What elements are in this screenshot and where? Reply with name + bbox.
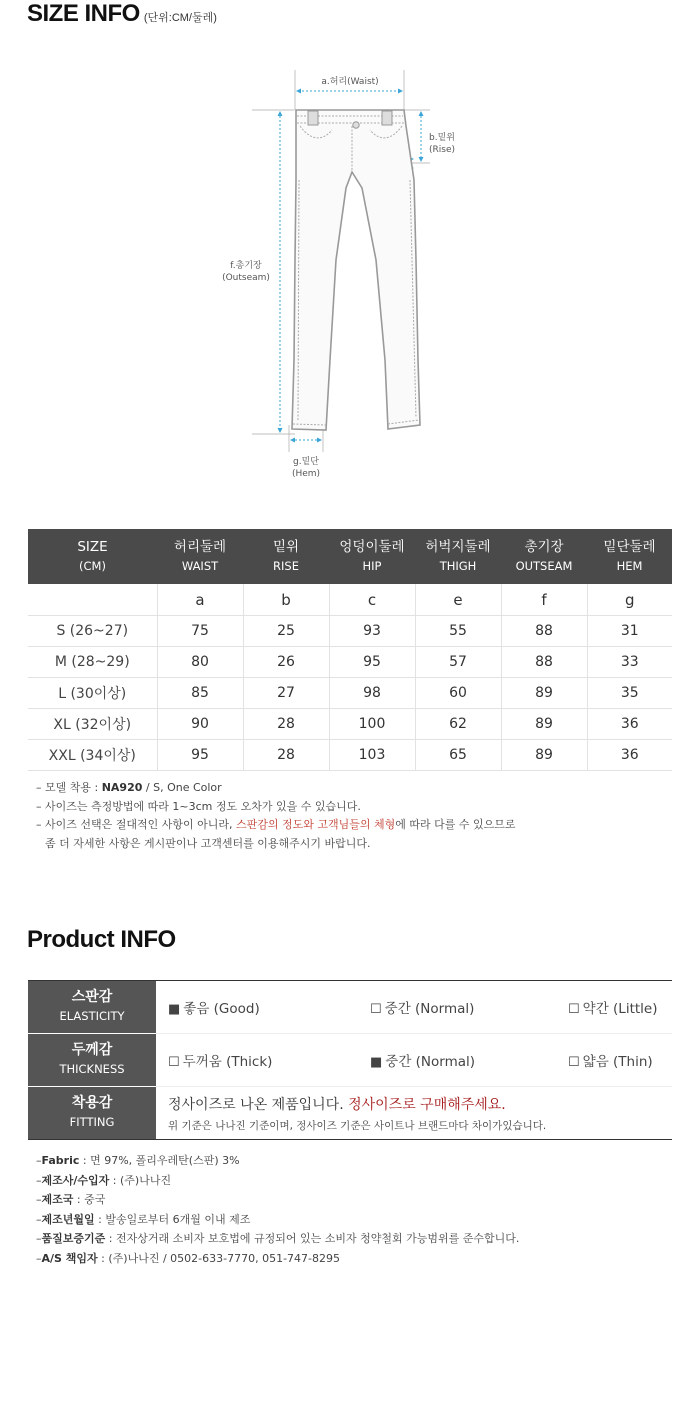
detail-value: : 발송일로부터 6개월 이내 제조 <box>94 1212 251 1226</box>
empty-square-icon: ☐ <box>568 1002 580 1017</box>
table-cell: S (26~27) <box>28 616 157 647</box>
detail-label: 제조국 <box>41 1193 74 1206</box>
thickness-option-thin <box>568 1034 672 1087</box>
detail-value: : 전자상거래 소비자 보호법에 규정되어 있는 소비자 청약철회 가능범위를 준수합니다. <box>105 1232 520 1245</box>
size-info-title: SIZE INFO <box>27 0 140 27</box>
table-cell: 88 <box>501 616 587 647</box>
table-cell: 57 <box>415 647 501 678</box>
table-cell: 89 <box>501 678 587 709</box>
table-cell: 65 <box>415 740 501 771</box>
header-sub: HIP <box>362 558 382 573</box>
fitting-row <box>28 1087 672 1140</box>
table-cell: f <box>501 584 587 616</box>
outseam-label-en: (Outseam) <box>222 273 270 283</box>
row-label: 착용감 <box>71 1095 113 1111</box>
note-model <box>36 779 516 798</box>
hem-label-kr: g.밑단 <box>293 457 319 467</box>
header-sub: HEM <box>616 558 643 573</box>
header-top: 밑단둘레 <box>603 538 656 555</box>
detail-label: Fabric <box>41 1154 80 1167</box>
option-label: 중간 (Normal) <box>385 1054 476 1070</box>
elasticity-option-good <box>156 981 358 1034</box>
option-label: 약간 (Little) <box>582 1001 658 1017</box>
empty-square-icon: ☐ <box>568 1055 580 1070</box>
table-row <box>28 740 672 771</box>
table-cell: L (30이상) <box>28 678 157 709</box>
table-cell: XL (32이상) <box>28 709 157 740</box>
product-info-heading <box>27 926 176 954</box>
row-sub-label: FITTING <box>69 1115 115 1129</box>
table-cell: 31 <box>587 616 672 647</box>
note-tolerance: – 사이즈는 측정방법에 따라 1~3cm 정도 오차가 있을 수 있습니다. <box>36 799 361 813</box>
table-cell <box>28 584 157 616</box>
table-cell: 80 <box>157 647 243 678</box>
detail-label: 제조년월일 <box>41 1212 95 1226</box>
row-label: 스판감 <box>71 989 113 1005</box>
table-cell: 93 <box>329 616 415 647</box>
product-info-title: Product INFO <box>27 926 176 953</box>
thickness-row <box>28 1034 672 1087</box>
table-cell: 33 <box>587 647 672 678</box>
detail-label: 제조사/수입자 <box>41 1173 110 1187</box>
size-table-header-row <box>28 529 672 584</box>
header-sub: WAIST <box>181 558 219 573</box>
size-table <box>28 529 672 771</box>
rise-label-en: (Rise) <box>428 145 456 155</box>
note-model-code: NA920 <box>101 781 143 794</box>
table-cell: c <box>329 584 415 616</box>
header-top: 허벅지둘레 <box>425 538 491 555</box>
size-table-header <box>243 529 329 584</box>
filled-square-icon: ■ <box>370 1055 383 1070</box>
thickness-header <box>28 1034 156 1087</box>
note-highlight: 스판감의 정도와 고객님들의 체형 <box>236 818 396 831</box>
size-table-header <box>415 529 501 584</box>
note-text: 에 따라 다를 수 있으므로 <box>395 818 516 831</box>
table-cell: 60 <box>415 678 501 709</box>
table-cell: 88 <box>501 647 587 678</box>
table-cell: 100 <box>329 709 415 740</box>
header-top: 총기장 <box>524 538 564 555</box>
table-cell: 85 <box>157 678 243 709</box>
size-table-header <box>501 529 587 584</box>
note-text: – 사이즈 선택은 절대적인 사항이 아니라, <box>36 818 236 831</box>
header-top: SIZE <box>77 538 108 555</box>
fitting-text: 정사이즈로 나온 제품입니다. <box>168 1096 349 1113</box>
row-label: 두께감 <box>71 1042 113 1058</box>
outseam-label-kr: f.총기장 <box>230 261 262 271</box>
table-cell: 35 <box>587 678 672 709</box>
detail-value: : 면 97%, 폴리우레탄(스판) 3% <box>79 1154 240 1167</box>
row-sub-label: THICKNESS <box>59 1062 125 1076</box>
size-table-header <box>329 529 415 584</box>
detail-value: : (주)나나진 / 0502-633-7770, 051-747-8295 <box>97 1251 340 1265</box>
table-row <box>28 647 672 678</box>
elasticity-header <box>28 981 156 1034</box>
table-cell: 27 <box>243 678 329 709</box>
table-row <box>28 709 672 740</box>
table-cell: 89 <box>501 709 587 740</box>
table-cell: XXL (34이상) <box>28 740 157 771</box>
hem-label-en: (Hem) <box>291 469 321 479</box>
table-cell: 36 <box>587 709 672 740</box>
option-label: 중간 (Normal) <box>384 1001 475 1017</box>
thickness-option-thick <box>156 1034 358 1087</box>
size-table-header <box>587 529 672 584</box>
table-cell: b <box>243 584 329 616</box>
table-cell: g <box>587 584 672 616</box>
table-cell: e <box>415 584 501 616</box>
option-label: 얇음 (Thin) <box>582 1054 653 1070</box>
size-notes <box>36 779 516 853</box>
table-cell: 36 <box>587 740 672 771</box>
elasticity-option-normal <box>358 981 568 1034</box>
table-cell: 98 <box>329 678 415 709</box>
detail-country: –제조국 : 중국 <box>36 1193 106 1206</box>
table-cell: 103 <box>329 740 415 771</box>
detail-value: : 중국 <box>73 1193 106 1206</box>
pants-measurement-diagram <box>0 60 700 540</box>
elasticity-option-little <box>568 981 672 1034</box>
header-sub: RISE <box>273 558 299 573</box>
header-top: 밑위 <box>272 538 300 555</box>
table-cell: 90 <box>157 709 243 740</box>
header-sub: (CM) <box>79 558 106 573</box>
table-cell: 55 <box>415 616 501 647</box>
note-text: / S, One Color <box>142 781 222 794</box>
detail-as-contact: –A/S 책임자 : (주)나나진 / 0502-633-7770, 051-747-8295 <box>36 1251 340 1265</box>
table-cell: M (28~29) <box>28 647 157 678</box>
fitting-description <box>156 1087 672 1140</box>
table-row <box>28 678 672 709</box>
size-table-header <box>28 529 157 584</box>
pants-outline <box>292 110 420 430</box>
elasticity-row <box>28 981 672 1034</box>
table-cell: 26 <box>243 647 329 678</box>
product-info-table <box>28 980 672 1140</box>
detail-label: A/S 책임자 <box>41 1251 98 1265</box>
table-cell: 28 <box>243 740 329 771</box>
empty-square-icon: ☐ <box>168 1055 180 1070</box>
note-contact: 좀 더 자세한 사항은 게시판이나 고객센터를 이용해주시기 바랍니다. <box>45 836 371 850</box>
fitting-main-text <box>168 1094 672 1114</box>
table-cell: 28 <box>243 709 329 740</box>
header-top: 허리둘레 <box>173 538 227 555</box>
detail-fabric: –Fabric : 면 97%, 폴리우레탄(스판) 3% <box>36 1154 240 1167</box>
fitting-header <box>28 1087 156 1140</box>
table-cell: 89 <box>501 740 587 771</box>
table-cell: 75 <box>157 616 243 647</box>
option-label: 두꺼움 (Thick) <box>182 1054 273 1070</box>
note-text: – 모델 착용 : <box>36 781 102 794</box>
table-cell: 95 <box>157 740 243 771</box>
thickness-option-normal <box>358 1034 568 1087</box>
measurement-letters-row <box>28 584 672 616</box>
empty-square-icon: ☐ <box>370 1002 382 1017</box>
table-cell: 62 <box>415 709 501 740</box>
table-cell: 25 <box>243 616 329 647</box>
rise-label-kr: b.밑위 <box>429 133 455 143</box>
option-label: 좋음 (Good) <box>183 1001 260 1017</box>
size-table-header <box>157 529 243 584</box>
note-selection <box>36 816 516 835</box>
fitting-highlight: 정사이즈로 구매해주세요. <box>348 1096 506 1113</box>
header-top: 엉덩이둘레 <box>339 538 405 555</box>
header-sub: THIGH <box>439 558 477 573</box>
header-sub: OUTSEAM <box>515 558 573 573</box>
table-row <box>28 616 672 647</box>
table-cell: a <box>157 584 243 616</box>
detail-value: : (주)나나진 <box>109 1173 172 1187</box>
fitting-sub-text: 위 기준은 나나진 기준이며, 정사이즈 기준은 사이트나 브랜드마다 차이가있습니다. <box>168 1119 547 1132</box>
detail-manufacturer: –제조사/수입자 : (주)나나진 <box>36 1173 172 1187</box>
filled-square-icon: ■ <box>168 1002 181 1017</box>
size-unit-note: (단위:CM/둘레) <box>143 12 217 24</box>
table-cell: 95 <box>329 647 415 678</box>
detail-label: 품질보증기준 <box>41 1232 106 1245</box>
row-sub-label: ELASTICITY <box>59 1009 125 1023</box>
size-info-heading <box>27 0 217 28</box>
detail-manufacture-date: –제조년월일 : 발송일로부터 6개월 이내 제조 <box>36 1212 251 1226</box>
waist-label: a.허리(Waist) <box>321 77 379 87</box>
product-details-list <box>36 1151 519 1268</box>
detail-quality-guarantee: –품질보증기준 : 전자상거래 소비자 보호법에 규정되어 있는 소비자 청약철회 가능범위를 준수합니다. <box>36 1232 520 1245</box>
